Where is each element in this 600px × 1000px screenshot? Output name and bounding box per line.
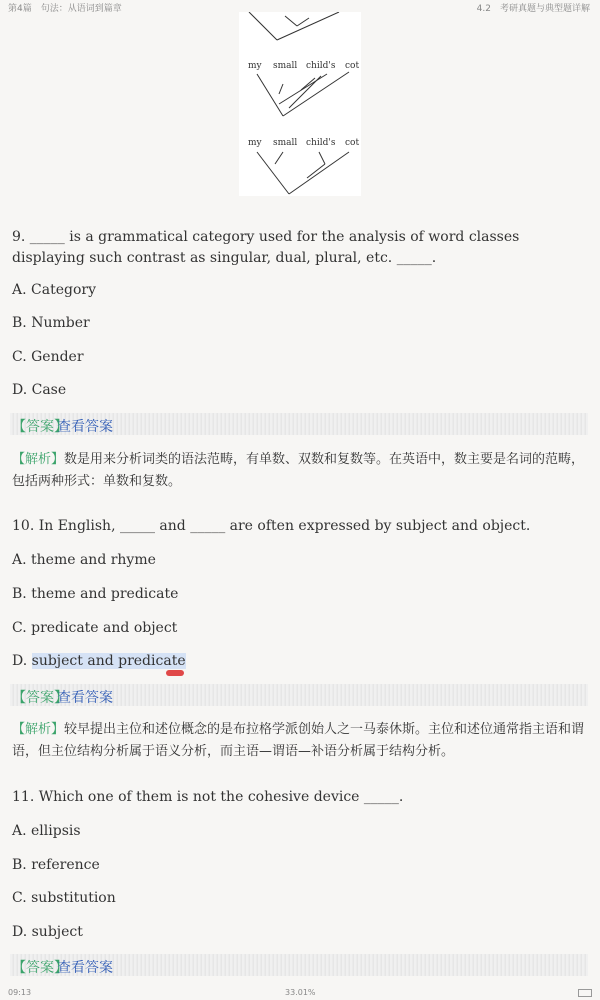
answer-label: 【答案】 bbox=[12, 960, 68, 976]
tree1-word-childs: child's bbox=[306, 61, 336, 71]
q9-answer-bar bbox=[10, 413, 588, 435]
q10-option-b: B. theme and predicate bbox=[12, 586, 179, 602]
q10-option-c: C. predicate and object bbox=[12, 620, 178, 636]
syntax-tree-figure bbox=[239, 12, 361, 196]
selected-text-highlight[interactable]: subject and predicate bbox=[31, 653, 186, 669]
answer-label: 【答案】 bbox=[12, 690, 68, 706]
q9-option-c: C. Gender bbox=[12, 349, 84, 365]
reading-progress: 33.01% bbox=[285, 988, 316, 997]
q9-explanation-text: 数是用来分析词类的语法范畴，有单数、双数和复数等。在英语中，数主要是名词的范畴，包括两种形式：单数和复数。 bbox=[12, 452, 585, 489]
answer-label: 【答案】 bbox=[12, 419, 68, 435]
q9-option-b: B. Number bbox=[12, 315, 90, 331]
explanation-label: 【解析】 bbox=[12, 722, 65, 737]
tree2-word-cot: cot bbox=[345, 138, 360, 148]
tree2-word-small: small bbox=[273, 138, 298, 148]
status-footer bbox=[0, 986, 600, 1000]
question-10-text: 10. In English, _____ and _____ are often expressed by subject and object. bbox=[12, 518, 531, 534]
explanation-label: 【解析】 bbox=[12, 452, 65, 467]
q10-explanation-text: 较早提出主位和述位概念的是布拉格学派创始人之一马泰休斯。主位和述位通常指主语和谓语，但主位结构分析属于语义分析，而主语—谓语—补语分析属于结构分析。 bbox=[12, 722, 585, 759]
question-9-text: 9. _____ is a grammatical category used for the analysis of word classes displaying such contrast as singular, dual, plural, etc. _____. bbox=[12, 229, 520, 266]
q9-view-answer-link[interactable]: 查看答案 bbox=[57, 419, 113, 435]
syntax-tree-svg bbox=[239, 12, 361, 196]
selection-handle[interactable] bbox=[166, 670, 184, 676]
q11-view-answer-link[interactable]: 查看答案 bbox=[57, 960, 113, 976]
q11-option-d: D. subject bbox=[12, 924, 83, 940]
q11-answer-bar bbox=[10, 954, 588, 976]
q9-option-d: D. Case bbox=[12, 382, 67, 398]
battery-icon bbox=[578, 989, 592, 997]
q9-option-a: A. Category bbox=[12, 282, 96, 298]
section-title: 4.2 考研真题与典型题详解 bbox=[476, 4, 590, 14]
q10-option-d bbox=[12, 653, 186, 669]
tree2-word-my: my bbox=[248, 138, 262, 148]
q11-option-b: B. reference bbox=[12, 857, 100, 873]
q10-view-answer-link[interactable]: 查看答案 bbox=[57, 690, 113, 706]
tree1-word-cot: cot bbox=[345, 61, 360, 71]
q10-explanation bbox=[12, 719, 590, 763]
q10-answer-bar bbox=[10, 684, 588, 706]
q10-option-d-prefix: D. bbox=[12, 653, 32, 669]
chapter-title: 第4篇 句法：从语词到篇章 bbox=[8, 4, 122, 14]
tree1-word-my: my bbox=[248, 61, 262, 71]
tree2-word-childs: child's bbox=[306, 138, 336, 148]
clock: 09:13 bbox=[8, 988, 32, 997]
question-11-text: 11. Which one of them is not the cohesive device _____. bbox=[12, 789, 404, 805]
q9-explanation bbox=[12, 449, 590, 493]
q11-option-a: A. ellipsis bbox=[12, 823, 81, 839]
q11-option-c: C. substitution bbox=[12, 890, 116, 906]
tree1-word-small: small bbox=[273, 61, 298, 71]
q10-option-a: A. theme and rhyme bbox=[12, 552, 156, 568]
